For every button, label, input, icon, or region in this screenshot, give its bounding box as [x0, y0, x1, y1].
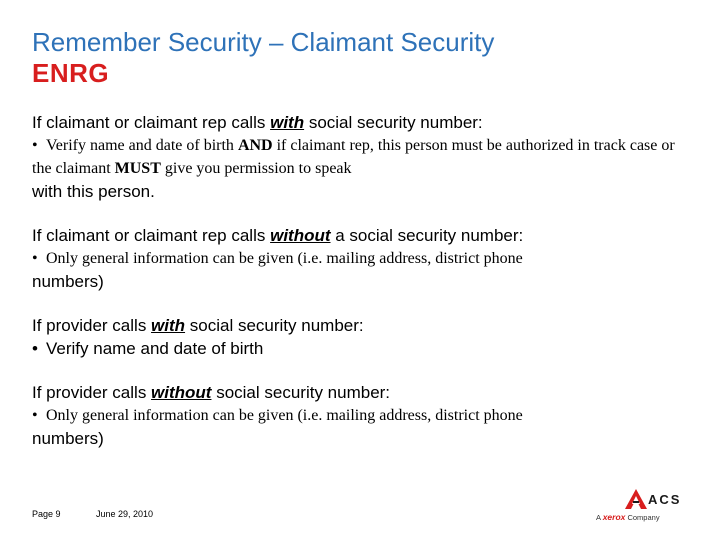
footer-date: June 29, 2010 — [96, 509, 154, 519]
bullet-dot: • — [32, 137, 38, 154]
slide-content — [32, 112, 692, 450]
bullet-item: • Only general information can be given (i.e. mailing address, district phone — [32, 404, 692, 427]
bullet-item: • Verify name and date of birth AND if claimant rep, this person must be authorized in track case or the claimant MUST give you permission to speak — [32, 134, 692, 180]
bullet-item: • Verify name and date of birth — [32, 339, 264, 358]
section-provider-with-ssn — [32, 315, 692, 360]
bullet-continuation: numbers) — [32, 429, 104, 448]
company-logo — [596, 486, 706, 530]
bullet-dot: • — [32, 407, 38, 424]
title-subtitle: ENRG — [32, 58, 110, 88]
bullet-item: • Only general information can be given (i.e. mailing address, district phone — [32, 247, 692, 270]
slide-title — [32, 26, 494, 88]
section-claimant-with-ssn — [32, 112, 692, 203]
xerox-company-tagline: A xerox Company — [596, 512, 660, 522]
section-heading: If claimant or claimant rep calls with social security number: — [32, 113, 483, 132]
footer-page-number: Page 9 — [32, 509, 61, 519]
section-claimant-without-ssn — [32, 225, 692, 293]
acs-logo-icon — [624, 488, 648, 510]
section-heading: If claimant or claimant rep calls without a social security number: — [32, 226, 524, 245]
bullet-continuation: numbers) — [32, 272, 104, 291]
bullet-dot: • — [32, 339, 38, 358]
title-main: Remember Security – Claimant Security — [32, 27, 495, 57]
acs-logo-text: ACS — [648, 492, 682, 507]
section-provider-without-ssn — [32, 382, 692, 450]
bullet-dot: • — [32, 250, 38, 267]
bullet-continuation: with this person. — [32, 182, 155, 201]
section-heading: If provider calls with social security number: — [32, 316, 364, 335]
section-heading: If provider calls without social security number: — [32, 383, 391, 402]
acs-logo — [624, 488, 684, 512]
